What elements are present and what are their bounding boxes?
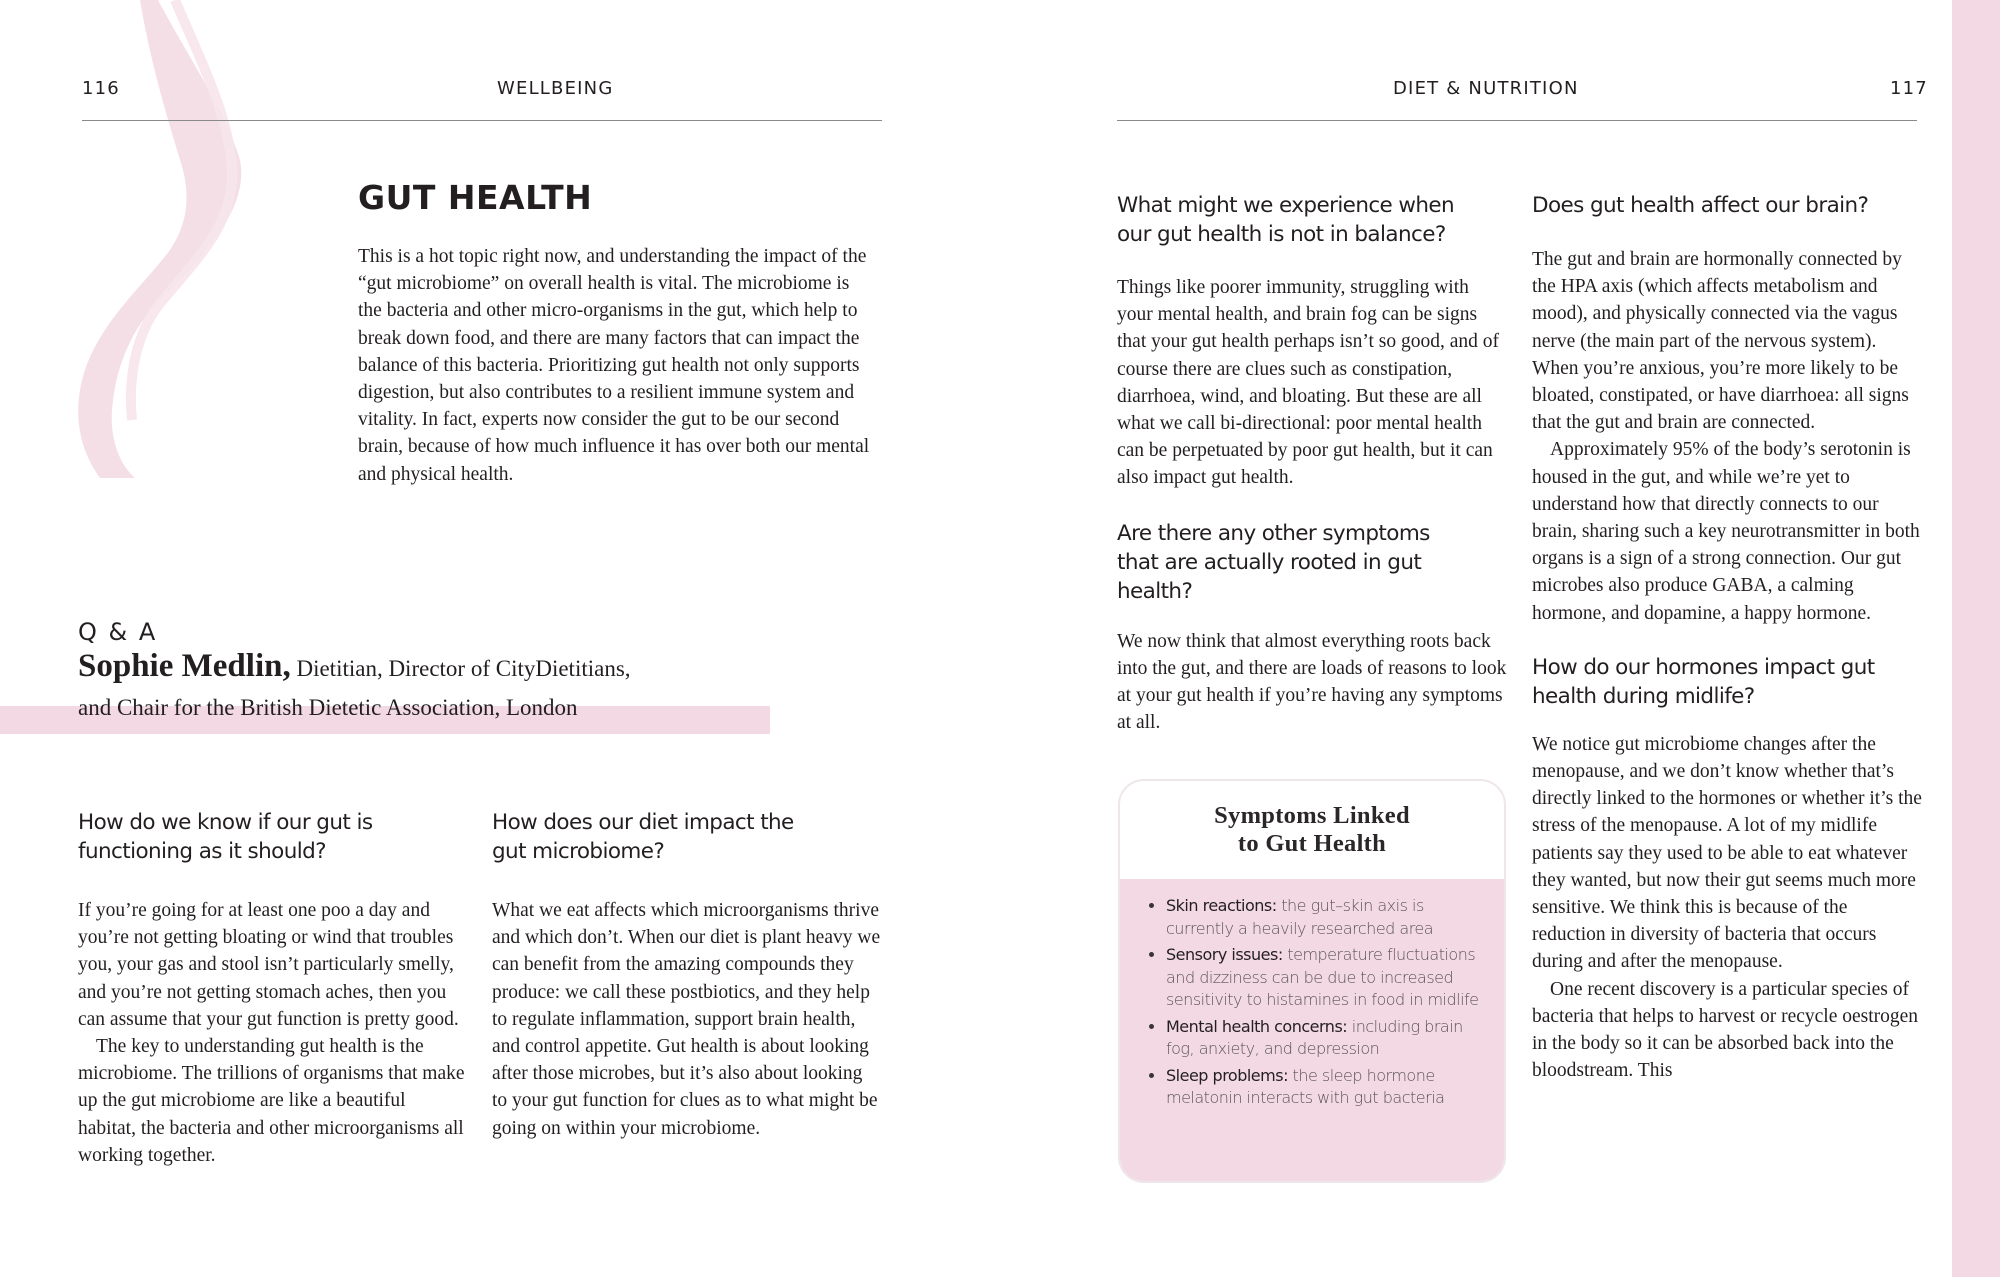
symptom-item (1166, 1016, 1484, 1061)
intro-text: This is a hot topic right now, and understanding the impact of the “gut microbiome” on overall health is vital. The microbiome is the bacteria and other micro-organisms in the gut, which help to break down food, and there are many factors that can impact the balance of this bacteria. Prioritizing gut health not only supports digestion, but also contributes to a resilient immune system and vitality. In fact, experts now consider the gut to be our second brain, because of how much influence it has over both our mental and physical health. (358, 246, 870, 485)
left-running-head: WELLBEING (497, 78, 614, 99)
answer-gut-brain (1532, 246, 1922, 627)
symptoms-box-header (1120, 781, 1504, 879)
answer-gut-functioning (78, 897, 468, 1169)
answer-paragraph: The gut and brain are hormonally connected by the HPA axis (which affects metabolism and mood), and physically connected via the vagus nerve (the main part of the nervous system). When you’re anxious, you’re more likely to be bloated, constipated, or have diarrhoea: all signs that the gut and brain are connected. (1532, 249, 1909, 434)
qa-label: Q & A (78, 618, 158, 646)
symptom-detail: the sleep hormone melatonin interacts with gut bacteria (1166, 1065, 1445, 1107)
symptom-detail: temperature fluctuations and dizziness can be due to increased sensitivity to histamines in food in midlife (1166, 945, 1479, 1009)
question-gut-brain: Does gut health affect our brain? (1532, 193, 1869, 218)
answer-paragraph: One recent discovery is a particular species of bacteria that helps to harvest or recycle oestrogen in the body so it can be absorbed back into the bloodstream. This (1532, 978, 1919, 1082)
symptom-item (1166, 895, 1484, 940)
right-page-number: 117 (1890, 78, 1928, 99)
right-running-head: DIET & NUTRITION (1393, 78, 1579, 99)
intro-paragraph (358, 243, 870, 488)
box-title-line1: Symptoms Linked (1214, 802, 1410, 829)
question-gut-functioning: How do we know if our gut is functioning as it should? (78, 810, 373, 864)
answer-paragraph: The key to understanding gut health is the microbiome. The trillions of organisms that make up the gut microbiome are like a beautiful habitat, the bacteria and other microorganisms all working together. (78, 1036, 465, 1166)
page-title: GUT HEALTH (358, 178, 593, 217)
answer-paragraph: What we eat affects which microorganisms thrive and which don’t. When our diet is plant heavy we can benefit from the amazing compounds they produce: we call these postbiotics, and they help to regulate inflammation, support brain health, and control appetite. Gut health is about looking after those microbes, but it’s also about looking to your gut function for clues as to what might be going on within your microbiome. (492, 900, 881, 1139)
answer-paragraph: We notice gut microbiome changes after the menopause, and we don’t know whether that’s directly linked to the hormones or whether it’s the stress of the menopause. A lot of my midlife patients say they used to be able to eat whatever they wanted, but now their gut seems much more sensitive. We think this is because of the reduction in diversity of bacteria that occurs during and after the menopause. (1532, 733, 1922, 973)
symptoms-list-panel (1120, 879, 1504, 1181)
left-page-number: 116 (82, 78, 120, 99)
answer-diet-impact (492, 897, 882, 1142)
left-header-rule (82, 120, 882, 121)
right-column-2 (1532, 191, 1922, 1084)
symptom-lead: Mental health concerns: (1166, 1016, 1348, 1036)
symptom-item (1166, 944, 1484, 1012)
question-gut-not-balanced: What might we experience when our gut health is not in balance? (1117, 193, 1455, 247)
right-column-1 (1117, 191, 1507, 736)
symptom-detail: including brain fog, anxiety, and depression (1166, 1016, 1463, 1058)
symptom-detail: the gut–skin axis is currently a heavily researched area (1166, 896, 1434, 938)
answer-hormones-midlife (1532, 731, 1922, 1085)
answer-paragraph: If you’re going for at least one poo a day and you’re not getting bloating or wind that troubles you, your gas and stool isn’t particularly smelly, and you’re not getting stomach aches, then you can assume that your gut function is pretty good. (78, 900, 459, 1030)
symptoms-box-title (1214, 802, 1410, 858)
symptom-lead: Sleep problems: (1166, 1065, 1288, 1085)
symptoms-list (1148, 895, 1484, 1110)
expert-role-line1: Dietitian, Director of CityDietitians, (290, 656, 631, 681)
question-hormones-midlife: How do our hormones impact gut health during midlife? (1532, 654, 1875, 709)
right-edge-pink-strip (1952, 0, 2000, 1277)
symptom-lead: Sensory issues: (1166, 945, 1283, 964)
symptom-lead: Skin reactions: (1166, 896, 1277, 915)
answer-gut-not-balanced (1117, 274, 1507, 492)
expert-name: Sophie Medlin, (78, 648, 291, 684)
right-header-rule (1117, 120, 1917, 121)
brush-stroke-decoration (40, 0, 280, 480)
expert-role-line2: and Chair for the British Dietetic Association, London (78, 695, 578, 720)
answer-other-symptoms (1117, 628, 1507, 737)
answer-paragraph: Things like poorer immunity, struggling with your mental health, and brain fog can be signs that your gut health perhaps isn’t so good, and of course there are clues such as constipation, diarrhoea, wind, and bloating. But these are all what we call bi-directional: poor mental health can be perpetuated by poor gut health, but it can also impact gut health. (1117, 277, 1499, 489)
question-diet-impact: How does our diet impact the gut microbiome? (492, 810, 794, 864)
qa-credit (78, 648, 718, 729)
left-column-2 (492, 808, 882, 1142)
answer-paragraph: We now think that almost everything roots back into the gut, and there are loads of reasons to look at your gut health if you’re having any symptoms at all. (1117, 630, 1507, 734)
left-column-1 (78, 808, 468, 1169)
answer-paragraph: Approximately 95% of the body’s serotonin is housed in the gut, and while we’re yet to understand how that directly connects to our brain, sharing such a key neurotransmitter in both organs is a sign of a strong connection. Our gut microbes also produce GABA, a calming hormone, and dopamine, a happy hormone. (1532, 439, 1920, 624)
box-title-line2: to Gut Health (1237, 830, 1387, 857)
symptoms-box (1118, 779, 1506, 1183)
question-other-symptoms: Are there any other symptoms that are actually rooted in gut health? (1117, 520, 1430, 604)
symptom-item (1166, 1065, 1484, 1110)
